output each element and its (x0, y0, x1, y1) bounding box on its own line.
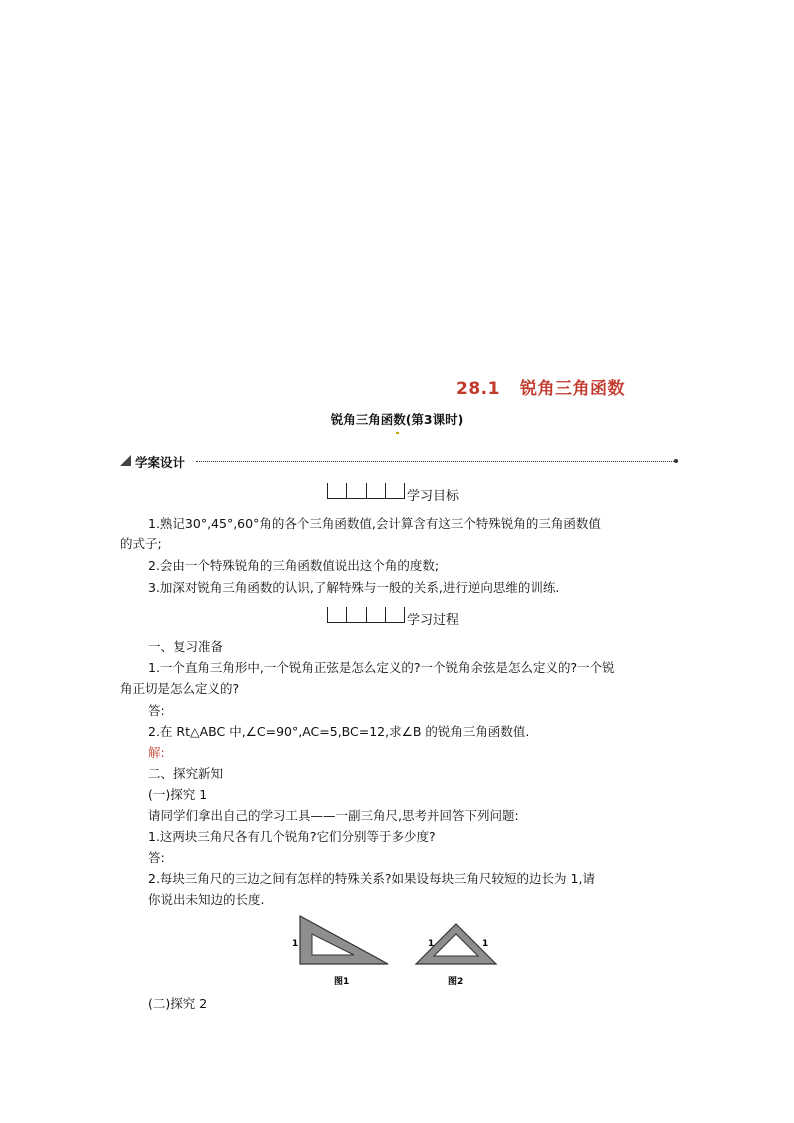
figure-2-right-label: 1 (482, 939, 489, 949)
process-heading-label: 学习过程 (407, 613, 460, 628)
figure-1-caption: 图1 (334, 977, 350, 987)
chapter-title (456, 374, 625, 399)
dotted-divider (196, 461, 676, 462)
figure-2-caption: 图2 (448, 977, 464, 987)
explore-1-question-1: 1.这两块三角尺各有几个锐角?它们分别等于多少度? (148, 829, 436, 844)
lesson-title: 锐角三角函数(第3课时) (330, 412, 464, 427)
part-explore: 二、探究新知 (148, 766, 224, 781)
section-header-title: 学案设计 (135, 455, 186, 470)
review-question-1-cont: 角正切是怎么定义的? (120, 681, 240, 696)
explore-1-heading: (一)探究 1 (148, 787, 208, 802)
goals-heading-boxes (327, 483, 405, 499)
review-question-2: 2.在 Rt△ABC 中,∠C=90°,AC=5,BC=12,求∠B 的锐角三角函数值. (148, 724, 530, 739)
goals-heading (327, 483, 487, 505)
chapter-name: 锐角三角函数 (519, 379, 625, 399)
explore-1-answer-label: 答: (148, 850, 165, 865)
part-review: 一、复习准备 (148, 639, 224, 654)
explore-1-question-2-cont: 你说出未知边的长度. (148, 892, 265, 907)
section-header (120, 454, 676, 468)
figure-1-side-label: 1 (292, 939, 299, 949)
goal-item-3: 3.加深对锐角三角函数的认识,了解特殊与一般的关系,进行逆向思维的训练. (148, 580, 560, 595)
goal-item-2: 2.会由一个特殊锐角的三角函数值说出这个角的度数; (148, 558, 440, 573)
explore-2-heading: (二)探究 2 (148, 996, 208, 1011)
figure-1-set-square (300, 916, 388, 964)
triangle-rulers-figure (290, 912, 510, 990)
explore-1-intro: 请同学们拿出自己的学习工具——一副三角尺,思考并回答下列问题: (148, 808, 519, 823)
figure-2-left-label: 1 (428, 939, 435, 949)
decorative-tick (396, 432, 399, 434)
goals-heading-label: 学习目标 (407, 489, 460, 504)
goal-item-1-cont: 的式子; (120, 536, 162, 551)
explore-1-question-2: 2.每块三角尺的三边之间有怎样的特殊关系?如果设每块三角尺较短的边长为 1,请 (148, 871, 595, 886)
answer-label: 答: (148, 703, 165, 718)
review-question-1: 1.一个直角三角形中,一个锐角正弦是怎么定义的?一个锐角余弦是怎么定义的?一个锐 (148, 660, 615, 675)
process-heading-boxes (327, 607, 405, 623)
chapter-number: 28.1 (456, 379, 500, 399)
triangle-marker-icon (120, 455, 131, 466)
goal-item-1: 1.熟记30°,45°,60°角的各个三角函数值,会计算含有这三个特殊锐角的三角函数值 (148, 516, 601, 531)
process-heading (327, 607, 487, 629)
solution-label: 解: (148, 745, 165, 760)
